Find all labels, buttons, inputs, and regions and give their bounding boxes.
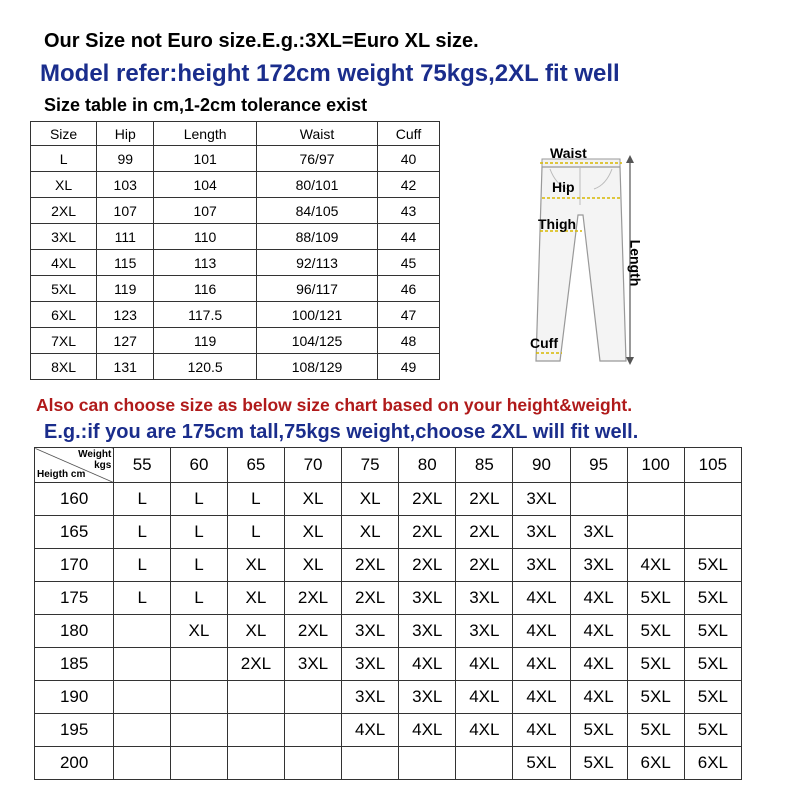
table-cell: 100/121	[257, 302, 378, 328]
table-row	[31, 328, 440, 354]
size-cell: XL	[227, 615, 284, 648]
size-cell: 3XL	[570, 549, 627, 582]
size-cell: L	[114, 549, 171, 582]
table-cell: 80/101	[257, 172, 378, 198]
note-line-example: E.g.:if you are 175cm tall,75kgs weight,choose 2XL will fit well.	[44, 421, 639, 443]
size-cell: L	[171, 582, 228, 615]
diagram-label-length: Length	[627, 239, 644, 287]
size-cell	[227, 747, 284, 780]
size-cell: 4XL	[627, 549, 684, 582]
size-cell: 4XL	[399, 648, 456, 681]
weight-header-cell: 100	[627, 448, 684, 483]
size-cell	[171, 681, 228, 714]
table-cell: 43	[378, 198, 440, 224]
size-cell: XL	[284, 549, 341, 582]
corner-weight-label: Weight	[78, 449, 112, 460]
size-cell: L	[171, 549, 228, 582]
size-cell	[114, 615, 171, 648]
size-cell	[114, 747, 171, 780]
weight-header-cell: 55	[114, 448, 171, 483]
size-cell	[171, 747, 228, 780]
size-cell: 2XL	[284, 582, 341, 615]
size-cell	[171, 714, 228, 747]
height-cell: 195	[35, 714, 114, 747]
table-header-cell: Length	[154, 122, 257, 146]
table-row	[35, 747, 742, 780]
table-cell: 108/129	[257, 354, 378, 380]
weight-header-cell: 90	[513, 448, 570, 483]
table-cell: 120.5	[154, 354, 257, 380]
table-row	[35, 516, 742, 549]
table-row	[31, 250, 440, 276]
size-cell: 4XL	[399, 714, 456, 747]
size-cell: 3XL	[399, 582, 456, 615]
size-cell	[627, 516, 684, 549]
size-cell: 4XL	[570, 582, 627, 615]
weight-header-cell: 70	[284, 448, 341, 483]
weight-header-cell: 105	[684, 448, 741, 483]
size-cell: 4XL	[570, 648, 627, 681]
table-cell: 127	[97, 328, 154, 354]
table-cell: 119	[97, 276, 154, 302]
table-cell: 3XL	[31, 224, 97, 250]
size-cell: XL	[284, 483, 341, 516]
table-cell: 5XL	[31, 276, 97, 302]
size-cell: 3XL	[570, 516, 627, 549]
size-cell: L	[114, 483, 171, 516]
size-cell: 5XL	[684, 648, 741, 681]
size-cell: 3XL	[513, 483, 570, 516]
size-cell: 2XL	[456, 516, 513, 549]
table-cell: 44	[378, 224, 440, 250]
size-cell: 2XL	[342, 582, 399, 615]
size-cell: 4XL	[513, 615, 570, 648]
size-cell	[227, 681, 284, 714]
table-cell: 49	[378, 354, 440, 380]
table-row	[35, 714, 742, 747]
corner-height-label: Heigth cm	[37, 469, 86, 480]
size-cell	[114, 648, 171, 681]
size-cell: 4XL	[342, 714, 399, 747]
size-cell	[284, 681, 341, 714]
table-cell: 42	[378, 172, 440, 198]
size-cell: 2XL	[399, 549, 456, 582]
table-cell: 7XL	[31, 328, 97, 354]
table-cell: 104	[154, 172, 257, 198]
table-cell: 47	[378, 302, 440, 328]
header-line-tolerance: Size table in cm,1-2cm tolerance exist	[44, 95, 368, 115]
table-cell: 92/113	[257, 250, 378, 276]
table-cell: 123	[97, 302, 154, 328]
table-header-cell: Hip	[97, 122, 154, 146]
height-cell: 200	[35, 747, 114, 780]
corner-weight-unit: kgs	[94, 460, 112, 471]
size-cell: 4XL	[570, 615, 627, 648]
height-cell: 160	[35, 483, 114, 516]
weight-header-cell: 80	[399, 448, 456, 483]
weight-header-cell: 60	[171, 448, 228, 483]
size-cell: XL	[227, 549, 284, 582]
size-cell: XL	[342, 483, 399, 516]
size-cell: 5XL	[627, 714, 684, 747]
size-cell	[456, 747, 513, 780]
size-cell	[114, 714, 171, 747]
table-cell: 46	[378, 276, 440, 302]
size-cell: 4XL	[513, 648, 570, 681]
table-cell: 113	[154, 250, 257, 276]
table-cell: 115	[97, 250, 154, 276]
table-cell: 116	[154, 276, 257, 302]
table-row	[35, 483, 742, 516]
table-cell: 88/109	[257, 224, 378, 250]
size-cell: 3XL	[284, 648, 341, 681]
size-cell: L	[227, 516, 284, 549]
diagram-label-cuff: Cuff	[530, 335, 558, 351]
table-cell: 131	[97, 354, 154, 380]
pants-outline-icon	[490, 135, 650, 375]
size-cell: 2XL	[456, 549, 513, 582]
size-cell: 4XL	[513, 714, 570, 747]
size-cell: 3XL	[342, 648, 399, 681]
size-cell: 5XL	[627, 615, 684, 648]
table-cell: 2XL	[31, 198, 97, 224]
table-row	[31, 146, 440, 172]
size-cell: 5XL	[684, 549, 741, 582]
table-row	[31, 276, 440, 302]
size-cell: 5XL	[570, 747, 627, 780]
size-cell: 4XL	[513, 582, 570, 615]
table-cell: 48	[378, 328, 440, 354]
table-row	[31, 354, 440, 380]
pants-diagram	[490, 135, 650, 375]
size-cell: 5XL	[684, 615, 741, 648]
table-cell: XL	[31, 172, 97, 198]
size-cell: 3XL	[399, 615, 456, 648]
size-cell	[227, 714, 284, 747]
table-cell: 103	[97, 172, 154, 198]
size-cell: L	[114, 516, 171, 549]
diagram-label-thigh: Thigh	[538, 216, 577, 232]
table-cell: L	[31, 146, 97, 172]
size-cell	[684, 483, 741, 516]
size-cell: 2XL	[456, 483, 513, 516]
size-cell: 3XL	[456, 615, 513, 648]
table-cell: 8XL	[31, 354, 97, 380]
size-cell	[627, 483, 684, 516]
table-cell: 107	[97, 198, 154, 224]
size-cell: 5XL	[627, 681, 684, 714]
size-cell	[284, 714, 341, 747]
diagram-label-waist: Waist	[550, 145, 587, 161]
size-cell: 4XL	[456, 681, 513, 714]
table-cell: 84/105	[257, 198, 378, 224]
size-cell: 5XL	[684, 714, 741, 747]
table-header-row	[35, 448, 742, 483]
weight-header-cell: 75	[342, 448, 399, 483]
table-row	[31, 224, 440, 250]
table-cell: 110	[154, 224, 257, 250]
size-cell: 3XL	[513, 549, 570, 582]
size-cell: XL	[284, 516, 341, 549]
size-cell: 5XL	[627, 648, 684, 681]
table-cell: 99	[97, 146, 154, 172]
size-cell: XL	[227, 582, 284, 615]
table-cell: 119	[154, 328, 257, 354]
table-row	[35, 549, 742, 582]
header-line-size-note: Our Size not Euro size.E.g.:3XL=Euro XL size.	[44, 30, 479, 52]
size-cell: 5XL	[627, 582, 684, 615]
size-cell	[284, 747, 341, 780]
height-cell: 175	[35, 582, 114, 615]
size-cell	[570, 483, 627, 516]
table-header-cell: Cuff	[378, 122, 440, 146]
table-cell: 104/125	[257, 328, 378, 354]
table-header-row	[31, 122, 440, 146]
size-cell: 2XL	[399, 516, 456, 549]
size-cell	[399, 747, 456, 780]
size-cell: 2XL	[399, 483, 456, 516]
weight-header-cell: 95	[570, 448, 627, 483]
size-cell: 2XL	[227, 648, 284, 681]
note-line-choose-size: Also can choose size as below size chart based on your height&weight.	[36, 395, 633, 415]
size-cell: 5XL	[684, 681, 741, 714]
table-cell: 117.5	[154, 302, 257, 328]
size-cell: 3XL	[399, 681, 456, 714]
table-row	[35, 681, 742, 714]
size-cell: XL	[342, 516, 399, 549]
size-cell: L	[114, 582, 171, 615]
height-cell: 180	[35, 615, 114, 648]
corner-cell	[35, 448, 114, 483]
table-cell: 76/97	[257, 146, 378, 172]
table-row	[31, 172, 440, 198]
height-cell: 170	[35, 549, 114, 582]
size-cell: 6XL	[684, 747, 741, 780]
table-cell: 6XL	[31, 302, 97, 328]
height-weight-table	[34, 447, 742, 780]
size-cell	[171, 648, 228, 681]
table-row	[35, 615, 742, 648]
table-cell: 101	[154, 146, 257, 172]
size-cell: 4XL	[456, 648, 513, 681]
table-cell: 96/117	[257, 276, 378, 302]
size-cell	[684, 516, 741, 549]
size-cell: 4XL	[570, 681, 627, 714]
table-cell: 111	[97, 224, 154, 250]
table-row	[31, 198, 440, 224]
height-cell: 190	[35, 681, 114, 714]
size-cell: 2XL	[342, 549, 399, 582]
header-line-model-refer: Model refer:height 172cm weight 75kgs,2XL fit well	[40, 60, 620, 87]
size-cell	[114, 681, 171, 714]
size-cell: 3XL	[513, 516, 570, 549]
size-cell: 5XL	[684, 582, 741, 615]
table-header-cell: Waist	[257, 122, 378, 146]
table-row	[31, 302, 440, 328]
size-cell: 4XL	[513, 681, 570, 714]
table-cell: 45	[378, 250, 440, 276]
size-cell: L	[171, 483, 228, 516]
size-cell: 3XL	[456, 582, 513, 615]
table-row	[35, 648, 742, 681]
size-cell	[342, 747, 399, 780]
table-cell: 4XL	[31, 250, 97, 276]
size-cell: XL	[171, 615, 228, 648]
height-cell: 185	[35, 648, 114, 681]
weight-header-cell: 65	[227, 448, 284, 483]
table-row	[35, 582, 742, 615]
weight-header-cell: 85	[456, 448, 513, 483]
size-cell: 5XL	[513, 747, 570, 780]
table-header-cell: Size	[31, 122, 97, 146]
size-cell: 5XL	[570, 714, 627, 747]
size-cell: 2XL	[284, 615, 341, 648]
table-cell: 107	[154, 198, 257, 224]
diagram-label-hip: Hip	[552, 179, 575, 195]
size-cell: 4XL	[456, 714, 513, 747]
size-cell: 6XL	[627, 747, 684, 780]
size-table	[30, 121, 440, 380]
size-cell: 3XL	[342, 681, 399, 714]
size-cell: 3XL	[342, 615, 399, 648]
table-cell: 40	[378, 146, 440, 172]
height-cell: 165	[35, 516, 114, 549]
size-cell: L	[227, 483, 284, 516]
size-cell: L	[171, 516, 228, 549]
